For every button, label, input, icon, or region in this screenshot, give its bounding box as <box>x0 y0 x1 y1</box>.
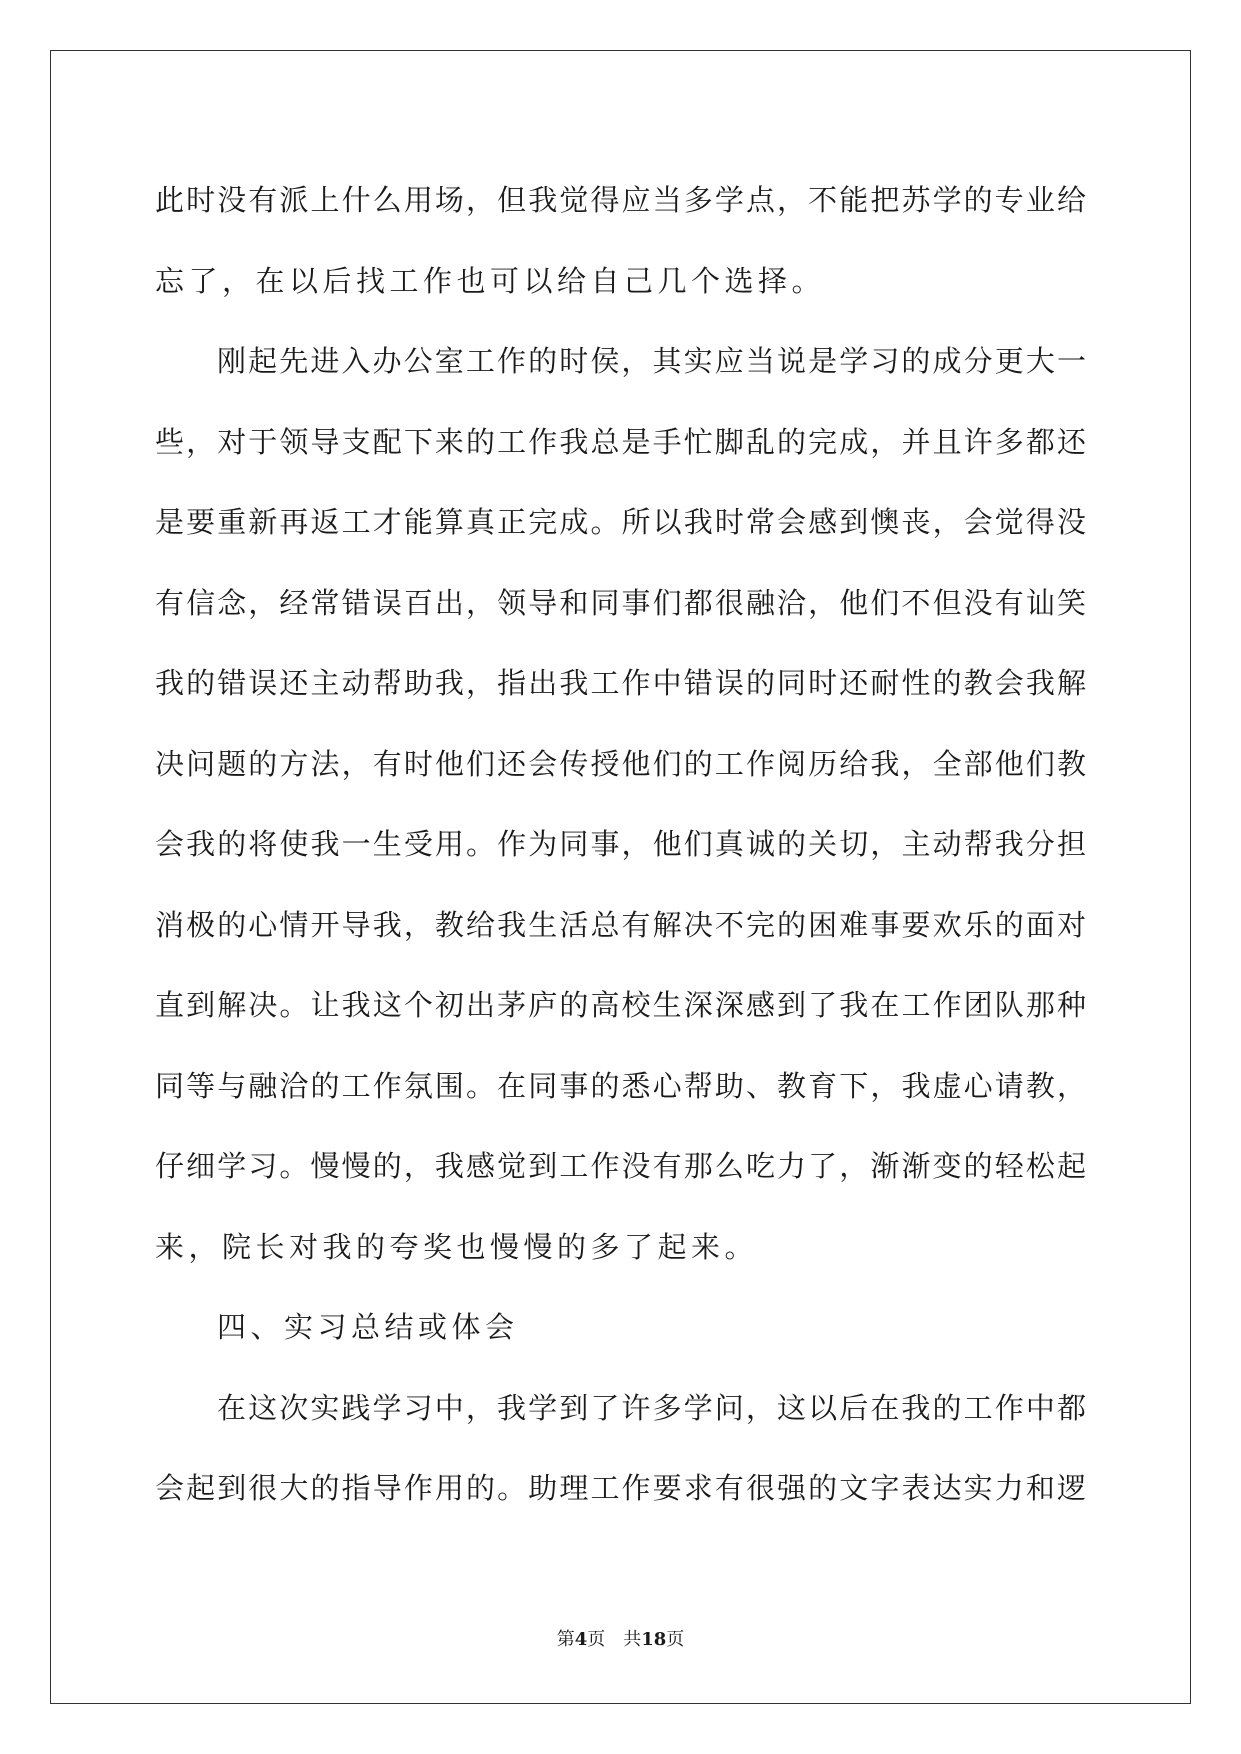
text-line: 我的错误还主动帮助我，指出我工作中错误的同时还耐性的教会我解 <box>155 666 1089 700</box>
text-line: 仔细学习。慢慢的，我感觉到工作没有那么吃力了，渐渐变的轻松起 <box>155 1149 1089 1183</box>
total-pages: 18 <box>641 1629 667 1650</box>
text-line: 决问题的方法，有时他们还会传授他们的工作阅历给我，全部他们教 <box>155 746 1089 781</box>
text-line: 来，院长对我的夸奖也慢慢的多了起来。 <box>155 1229 759 1264</box>
text-line: 些，对于领导支配下来的工作我总是手忙脚乱的完成，并且许多都还 <box>155 424 1089 459</box>
page-prefix: 第 <box>556 1629 575 1650</box>
page-suffix: 页 <box>587 1629 606 1650</box>
total-suffix: 页 <box>666 1629 685 1650</box>
text-line: 会起到很大的指导作用的。助理工作要求有很强的文字表达实力和逻 <box>155 1471 1089 1505</box>
page-number: 4 <box>574 1629 588 1650</box>
page-footer <box>0 1625 1241 1651</box>
text-line: 此时没有派上什么用场，但我觉得应当多学点，不能把苏学的专业给 <box>155 183 1089 217</box>
text-line: 消极的心情开导我，教给我生活总有解决不完的困难事要欢乐的面对 <box>155 907 1089 942</box>
text-line: 直到解决。让我这个初出茅庐的高校生深深感到了我在工作团队那种 <box>155 988 1089 1022</box>
total-prefix: 共 <box>623 1629 642 1650</box>
text-line: 有信念，经常错误百出，领导和同事们都很融洽，他们不但没有讪笑 <box>155 585 1089 620</box>
text-line: 会我的将使我一生受用。作为同事，他们真诚的关切，主动帮我分担 <box>155 827 1089 861</box>
text-line: 忘了，在以后找工作也可以给自己几个选择。 <box>155 263 826 298</box>
text-line: 是要重新再返工才能算真正完成。所以我时常会感到懊丧，会觉得没 <box>155 505 1089 539</box>
document-body <box>155 160 1089 1529</box>
text-line: 同等与融洽的工作氛围。在同事的悉心帮助、教育下，我虚心请教， <box>155 1068 1089 1103</box>
paragraph-start-line: 在这次实践学习中，我学到了许多学问，这以后在我的工作中都 <box>217 1390 1089 1425</box>
paragraph-start-line: 刚起先进入办公室工作的时侯，其实应当说是学习的成分更大一 <box>217 344 1089 378</box>
section-heading: 四、实习总结或体会 <box>217 1310 519 1344</box>
